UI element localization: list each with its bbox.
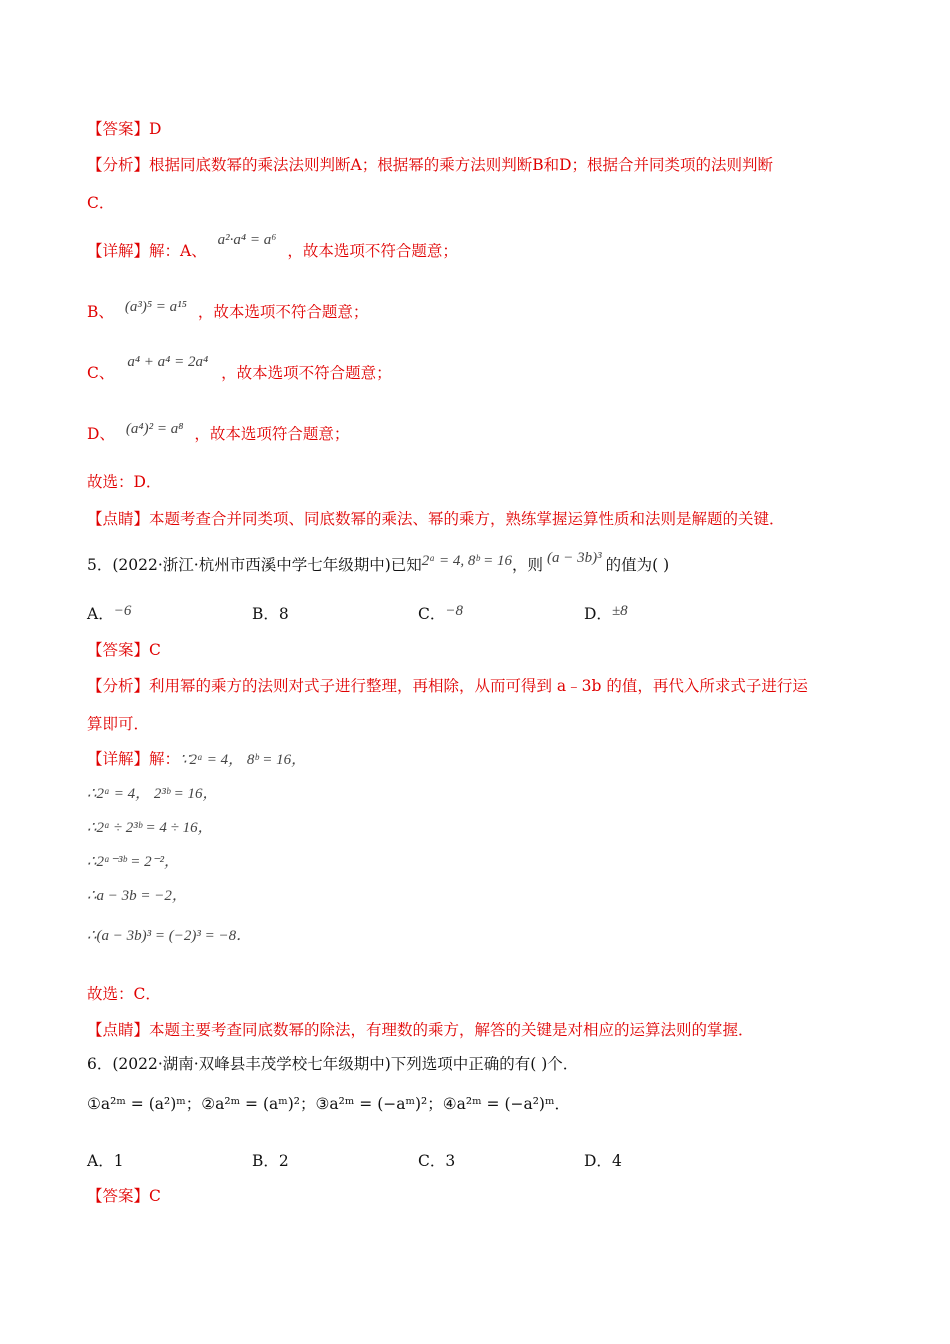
option-label: D． [584, 605, 612, 623]
option-label: C． [418, 605, 446, 623]
math-expression: a⁴ + a⁴ = 2a⁴ [127, 354, 209, 370]
q4-analysis: 【分析】根据同底数幂的乘法法则判断A；根据幂的乘方法则判断B和D；根据合并同类项的法则判断 [87, 156, 774, 174]
detail-text: ，故本选项不符合题意； [287, 242, 458, 260]
q5-option-c [418, 602, 463, 624]
question-text: 的值为( ) [605, 556, 670, 574]
q5-step-2: ∴2ᵃ = 4， 2³ᵇ = 16， [87, 786, 218, 802]
math-expression: (a³)⁵ = a¹⁵ [124, 299, 187, 315]
math-expression: (a⁴)² = a⁸ [125, 421, 184, 437]
q5-choice: 故选：C． [87, 985, 161, 1003]
q5-step-1 [87, 747, 306, 769]
q6-answer: 【答案】C [87, 1187, 161, 1205]
q6-option-a [87, 1149, 124, 1171]
detail-label: 【详解】解： [87, 750, 181, 768]
q5-step-4: ∴2ᵃ⁻³ᵇ = 2⁻²， [87, 854, 180, 870]
q5-option-a [87, 602, 131, 624]
math-expression: (a − 3b)³ [547, 550, 602, 566]
q5-option-b [252, 602, 289, 624]
q5-step-3: ∴2ᵃ ÷ 2³ᵇ = 4 ÷ 16， [87, 820, 213, 836]
q5-option-d [584, 602, 628, 624]
detail-text: ，故本选项符合题意； [194, 425, 350, 443]
option-value: ±8 [611, 603, 628, 619]
option-label: B． [252, 605, 279, 623]
option-value: −8 [445, 603, 463, 619]
q4-detail-b [87, 300, 368, 322]
option-label: A． [87, 1152, 114, 1170]
option-prefix: C、 [87, 364, 115, 382]
q5-answer: 【答案】C [87, 641, 161, 659]
question-text: 5．(2022·浙江·杭州市西溪中学七年级期中)已知 [87, 556, 422, 574]
option-value: 4 [611, 1152, 622, 1170]
detail-label: 【详解】解：A、 [87, 242, 207, 260]
question-text: ，则 [512, 556, 544, 574]
option-prefix: D、 [87, 425, 115, 443]
q4-choice: 故选：D． [87, 473, 162, 491]
q5-comment: 【点睛】本题主要考查同底数幂的除法，有理数的乘方，解答的关键是对相应的运算法则的掌握． [87, 1021, 754, 1039]
q6-stem: 6．(2022·湖南·双峰县丰茂学校七年级期中)下列选项中正确的有( )个． [87, 1055, 579, 1073]
q4-detail-c [87, 354, 392, 383]
option-label: D． [584, 1152, 612, 1170]
q6-items: ①a²ᵐ = (a²)ᵐ；②a²ᵐ = (aᵐ)²；③a²ᵐ = (−aᵐ)²；④a²ᵐ = (−a²)ᵐ． [87, 1095, 570, 1113]
q6-option-d [584, 1149, 622, 1171]
option-value: 3 [445, 1152, 456, 1170]
option-value: 8 [278, 605, 289, 623]
detail-text: ，故本选项不符合题意； [221, 364, 392, 382]
detail-text: ，故本选项不符合题意； [197, 303, 369, 321]
q4-comment: 【点睛】本题考查合并同类项、同底数幂的乘法、幂的乘方，熟练掌握运算性质和法则是解题的关键． [87, 510, 785, 528]
option-value: 1 [113, 1152, 124, 1170]
option-value: −6 [113, 603, 132, 619]
math-expression: a²·a⁴ = a⁶ [217, 232, 277, 248]
q5-analysis-cont: 算即可． [87, 715, 150, 733]
q4-detail-d [87, 422, 349, 444]
q4-detail-a [87, 232, 458, 261]
math-step: ∵2ᵃ = 4， 8ᵇ = 16， [180, 752, 307, 768]
q5-step-5: ∴a − 3b = −2， [87, 888, 187, 904]
option-prefix: B、 [87, 303, 114, 321]
option-label: A． [87, 605, 114, 623]
q4-answer: 【答案】D [87, 120, 162, 138]
option-label: C． [418, 1152, 446, 1170]
option-label: B． [252, 1152, 279, 1170]
q5-step-6: ∴(a − 3b)³ = (−2)³ = −8． [87, 928, 252, 944]
option-value: 2 [278, 1152, 289, 1170]
q5-stem [87, 550, 670, 575]
q6-option-b [252, 1149, 289, 1171]
q6-option-c [418, 1149, 455, 1171]
q5-analysis: 【分析】利用幂的乘方的法则对式子进行整理，再相除，从而可得到 a﹣3b 的值，再代入所求式子进行运 [87, 677, 808, 695]
q4-analysis-cont: C． [87, 194, 115, 212]
math-expression: 2ᵃ = 4, 8ᵇ = 16 [421, 553, 513, 569]
